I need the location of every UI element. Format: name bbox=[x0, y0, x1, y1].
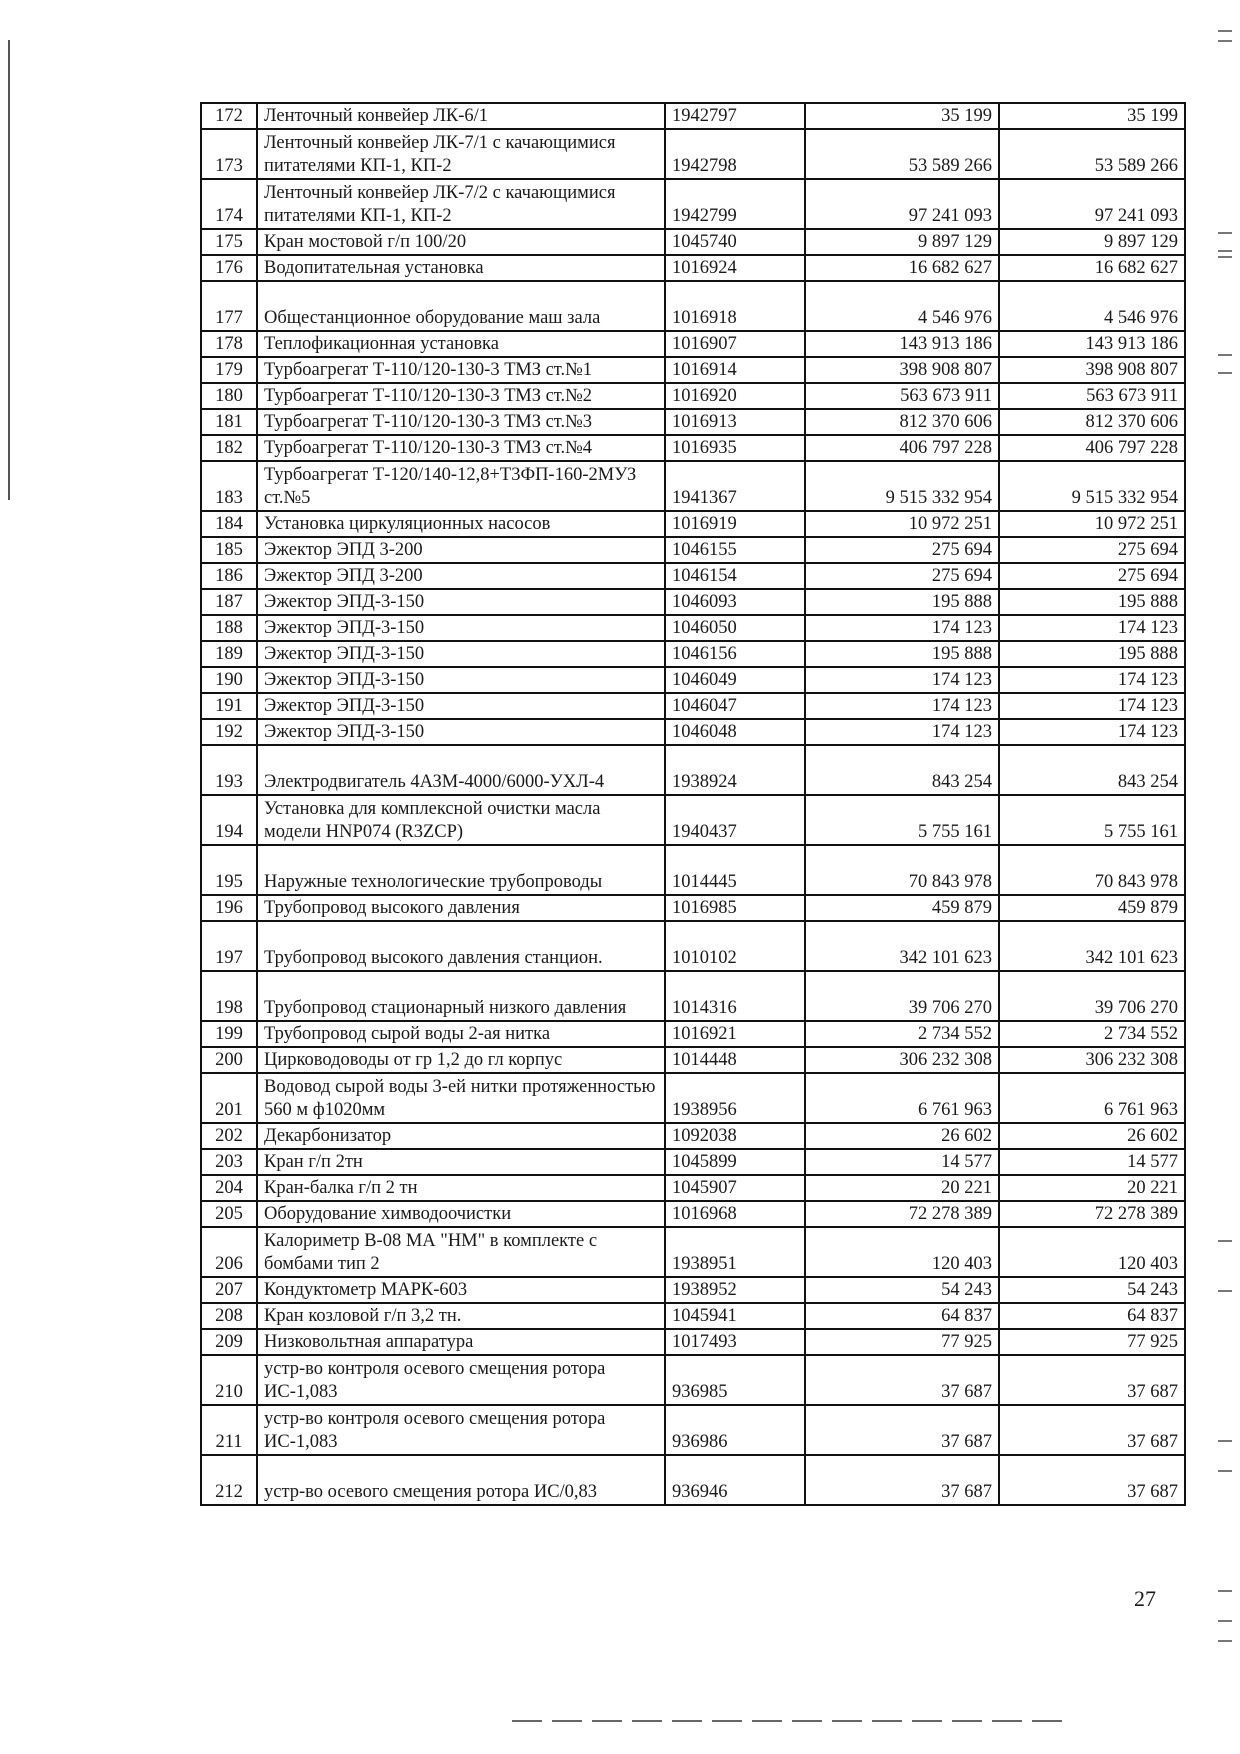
row-number-cell: 187 bbox=[201, 589, 257, 615]
footer-rule bbox=[512, 1720, 1072, 1722]
value-cell-second: 10 972 251 bbox=[999, 511, 1185, 537]
value-cell-second: 342 101 623 bbox=[999, 921, 1185, 971]
value-cell-second: 306 232 308 bbox=[999, 1047, 1185, 1073]
value-cell: 53 589 266 bbox=[805, 129, 999, 179]
item-name-cell: Эжектор ЭПД-3-150 bbox=[257, 615, 665, 641]
value-cell-second: 9 515 332 954 bbox=[999, 461, 1185, 511]
item-name-cell: Кондуктометр МАРК-603 bbox=[257, 1277, 665, 1303]
item-name-cell: Кран-балка г/п 2 тн bbox=[257, 1175, 665, 1201]
inventory-code-cell: 936986 bbox=[665, 1405, 805, 1455]
item-name-cell: Эжектор ЭПД-3-150 bbox=[257, 719, 665, 745]
inventory-code-cell: 1938924 bbox=[665, 745, 805, 795]
inventory-table-body bbox=[201, 103, 1185, 1505]
table-row bbox=[201, 1123, 1185, 1149]
table-row bbox=[201, 1149, 1185, 1175]
item-name-cell: Калориметр В-08 МА "НМ" в комплекте с бомбами тип 2 bbox=[257, 1227, 665, 1277]
item-name-cell: Ленточный конвейер ЛК-7/2 с качающимися питателями КП-1, КП-2 bbox=[257, 179, 665, 229]
table-row bbox=[201, 179, 1185, 229]
item-name-cell: Цирководоводы от гр 1,2 до гл корпус bbox=[257, 1047, 665, 1073]
table-row bbox=[201, 331, 1185, 357]
row-number-cell: 204 bbox=[201, 1175, 257, 1201]
value-cell-second: 70 843 978 bbox=[999, 845, 1185, 895]
inventory-code-cell: 1045907 bbox=[665, 1175, 805, 1201]
value-cell-second: 275 694 bbox=[999, 563, 1185, 589]
value-cell-second: 37 687 bbox=[999, 1355, 1185, 1405]
value-cell: 39 706 270 bbox=[805, 971, 999, 1021]
row-number-cell: 200 bbox=[201, 1047, 257, 1073]
item-name-cell: Ленточный конвейер ЛК-6/1 bbox=[257, 103, 665, 129]
table-row bbox=[201, 563, 1185, 589]
item-name-cell: Кран козловой г/п 3,2 тн. bbox=[257, 1303, 665, 1329]
item-name-cell: Установка для комплексной очистки масла модели HNP074 (R3ZCP) bbox=[257, 795, 665, 845]
item-name-cell: Турбоагрегат Т-110/120-130-3 ТМЗ ст.№1 bbox=[257, 357, 665, 383]
value-cell: 406 797 228 bbox=[805, 435, 999, 461]
value-cell-second: 174 123 bbox=[999, 615, 1185, 641]
row-number-cell: 189 bbox=[201, 641, 257, 667]
table-row bbox=[201, 129, 1185, 179]
item-name-cell: устр-во контроля осевого смещения ротора ИС-1,083 bbox=[257, 1405, 665, 1455]
row-number-cell: 191 bbox=[201, 693, 257, 719]
value-cell-second: 53 589 266 bbox=[999, 129, 1185, 179]
value-cell-second: 20 221 bbox=[999, 1175, 1185, 1201]
row-number-cell: 203 bbox=[201, 1149, 257, 1175]
item-name-cell: Низковольтная аппаратура bbox=[257, 1329, 665, 1355]
value-cell: 54 243 bbox=[805, 1277, 999, 1303]
inventory-code-cell: 1016914 bbox=[665, 357, 805, 383]
value-cell: 174 123 bbox=[805, 667, 999, 693]
value-cell: 342 101 623 bbox=[805, 921, 999, 971]
value-cell: 5 755 161 bbox=[805, 795, 999, 845]
inventory-code-cell: 1046154 bbox=[665, 563, 805, 589]
inventory-code-cell: 1016968 bbox=[665, 1201, 805, 1227]
row-number-cell: 202 bbox=[201, 1123, 257, 1149]
item-name-cell: Кран г/п 2тн bbox=[257, 1149, 665, 1175]
value-cell: 120 403 bbox=[805, 1227, 999, 1277]
item-name-cell: Наружные технологические трубопроводы bbox=[257, 845, 665, 895]
inventory-code-cell: 1016913 bbox=[665, 409, 805, 435]
value-cell-second: 14 577 bbox=[999, 1149, 1185, 1175]
item-name-cell: Эжектор ЭПД 3-200 bbox=[257, 537, 665, 563]
table-row bbox=[201, 667, 1185, 693]
row-number-cell: 197 bbox=[201, 921, 257, 971]
table-row bbox=[201, 745, 1185, 795]
row-number-cell: 201 bbox=[201, 1073, 257, 1123]
value-cell: 72 278 389 bbox=[805, 1201, 999, 1227]
inventory-code-cell: 1045740 bbox=[665, 229, 805, 255]
item-name-cell: Эжектор ЭПД-3-150 bbox=[257, 641, 665, 667]
inventory-code-cell: 936985 bbox=[665, 1355, 805, 1405]
value-cell: 195 888 bbox=[805, 589, 999, 615]
inventory-code-cell: 1942798 bbox=[665, 129, 805, 179]
inventory-code-cell: 1016921 bbox=[665, 1021, 805, 1047]
value-cell-second: 174 123 bbox=[999, 693, 1185, 719]
table-row bbox=[201, 1047, 1185, 1073]
table-row bbox=[201, 795, 1185, 845]
item-name-cell: Оборудование химводоочистки bbox=[257, 1201, 665, 1227]
table-row bbox=[201, 1329, 1185, 1355]
value-cell-second: 195 888 bbox=[999, 589, 1185, 615]
value-cell: 97 241 093 bbox=[805, 179, 999, 229]
row-number-cell: 195 bbox=[201, 845, 257, 895]
value-cell-second: 6 761 963 bbox=[999, 1073, 1185, 1123]
value-cell: 143 913 186 bbox=[805, 331, 999, 357]
value-cell: 563 673 911 bbox=[805, 383, 999, 409]
item-name-cell: Эжектор ЭПД-3-150 bbox=[257, 693, 665, 719]
item-name-cell: устр-во осевого смещения ротора ИС/0,83 bbox=[257, 1455, 665, 1505]
table-row bbox=[201, 641, 1185, 667]
item-name-cell: Ленточный конвейер ЛК-7/1 с качающимися питателями КП-1, КП-2 bbox=[257, 129, 665, 179]
inventory-code-cell: 1046047 bbox=[665, 693, 805, 719]
row-number-cell: 184 bbox=[201, 511, 257, 537]
value-cell: 64 837 bbox=[805, 1303, 999, 1329]
scan-edge-marks bbox=[1206, 0, 1232, 1754]
table-row bbox=[201, 435, 1185, 461]
item-name-cell: Теплофикационная установка bbox=[257, 331, 665, 357]
inventory-code-cell: 1092038 bbox=[665, 1123, 805, 1149]
inventory-table bbox=[200, 102, 1186, 1506]
item-name-cell: Трубопровод сырой воды 2-ая нитка bbox=[257, 1021, 665, 1047]
row-number-cell: 198 bbox=[201, 971, 257, 1021]
inventory-code-cell: 1938951 bbox=[665, 1227, 805, 1277]
row-number-cell: 179 bbox=[201, 357, 257, 383]
row-number-cell: 208 bbox=[201, 1303, 257, 1329]
item-name-cell: устр-во контроля осевого смещения ротора ИС-1,083 bbox=[257, 1355, 665, 1405]
value-cell: 174 123 bbox=[805, 719, 999, 745]
value-cell: 812 370 606 bbox=[805, 409, 999, 435]
value-cell: 306 232 308 bbox=[805, 1047, 999, 1073]
row-number-cell: 199 bbox=[201, 1021, 257, 1047]
page-number: 27 bbox=[1134, 1586, 1156, 1611]
inventory-code-cell: 1942797 bbox=[665, 103, 805, 129]
inventory-code-cell: 1046093 bbox=[665, 589, 805, 615]
item-name-cell: Турбоагрегат Т-110/120-130-3 ТМЗ ст.№2 bbox=[257, 383, 665, 409]
inventory-code-cell: 1046155 bbox=[665, 537, 805, 563]
inventory-code-cell: 1046049 bbox=[665, 667, 805, 693]
inventory-code-cell: 1016924 bbox=[665, 255, 805, 281]
table-row bbox=[201, 357, 1185, 383]
inventory-code-cell: 1046050 bbox=[665, 615, 805, 641]
row-number-cell: 183 bbox=[201, 461, 257, 511]
value-cell: 195 888 bbox=[805, 641, 999, 667]
inventory-code-cell: 1016918 bbox=[665, 281, 805, 331]
inventory-code-cell: 936946 bbox=[665, 1455, 805, 1505]
table-row bbox=[201, 693, 1185, 719]
inventory-code-cell: 1940437 bbox=[665, 795, 805, 845]
table-row bbox=[201, 409, 1185, 435]
item-name-cell: Турбоагрегат Т-110/120-130-3 ТМЗ ст.№4 bbox=[257, 435, 665, 461]
row-number-cell: 210 bbox=[201, 1355, 257, 1405]
value-cell-second: 4 546 976 bbox=[999, 281, 1185, 331]
row-number-cell: 196 bbox=[201, 895, 257, 921]
value-cell: 6 761 963 bbox=[805, 1073, 999, 1123]
row-number-cell: 212 bbox=[201, 1455, 257, 1505]
row-number-cell: 180 bbox=[201, 383, 257, 409]
value-cell-second: 37 687 bbox=[999, 1405, 1185, 1455]
value-cell-second: 143 913 186 bbox=[999, 331, 1185, 357]
value-cell-second: 72 278 389 bbox=[999, 1201, 1185, 1227]
row-number-cell: 175 bbox=[201, 229, 257, 255]
value-cell: 174 123 bbox=[805, 615, 999, 641]
inventory-code-cell: 1938956 bbox=[665, 1073, 805, 1123]
value-cell-second: 812 370 606 bbox=[999, 409, 1185, 435]
row-number-cell: 182 bbox=[201, 435, 257, 461]
item-name-cell: Турбоагрегат Т-120/140-12,8+Т3ФП-160-2МУЗ ст.№5 bbox=[257, 461, 665, 511]
row-number-cell: 206 bbox=[201, 1227, 257, 1277]
value-cell-second: 26 602 bbox=[999, 1123, 1185, 1149]
inventory-code-cell: 1938952 bbox=[665, 1277, 805, 1303]
table-row bbox=[201, 383, 1185, 409]
value-cell: 843 254 bbox=[805, 745, 999, 795]
table-row bbox=[201, 1073, 1185, 1123]
row-number-cell: 188 bbox=[201, 615, 257, 641]
table-row bbox=[201, 1303, 1185, 1329]
value-cell: 9 897 129 bbox=[805, 229, 999, 255]
inventory-code-cell: 1016935 bbox=[665, 435, 805, 461]
item-name-cell: Водовод сырой воды 3-ей нитки протяженностью 560 м ф1020мм bbox=[257, 1073, 665, 1123]
value-cell: 459 879 bbox=[805, 895, 999, 921]
inventory-code-cell: 1016919 bbox=[665, 511, 805, 537]
value-cell-second: 16 682 627 bbox=[999, 255, 1185, 281]
table-row bbox=[201, 103, 1185, 129]
inventory-code-cell: 1045941 bbox=[665, 1303, 805, 1329]
value-cell: 16 682 627 bbox=[805, 255, 999, 281]
table-row bbox=[201, 1201, 1185, 1227]
value-cell: 20 221 bbox=[805, 1175, 999, 1201]
row-number-cell: 172 bbox=[201, 103, 257, 129]
value-cell-second: 54 243 bbox=[999, 1277, 1185, 1303]
table-row bbox=[201, 461, 1185, 511]
value-cell-second: 398 908 807 bbox=[999, 357, 1185, 383]
table-row bbox=[201, 921, 1185, 971]
value-cell-second: 563 673 911 bbox=[999, 383, 1185, 409]
inventory-code-cell: 1014448 bbox=[665, 1047, 805, 1073]
table-row bbox=[201, 1455, 1185, 1505]
value-cell-second: 9 897 129 bbox=[999, 229, 1185, 255]
value-cell-second: 37 687 bbox=[999, 1455, 1185, 1505]
inventory-code-cell: 1941367 bbox=[665, 461, 805, 511]
table-row bbox=[201, 895, 1185, 921]
inventory-code-cell: 1014445 bbox=[665, 845, 805, 895]
item-name-cell: Электродвигатель 4АЗМ-4000/6000-УХЛ-4 bbox=[257, 745, 665, 795]
value-cell-second: 77 925 bbox=[999, 1329, 1185, 1355]
value-cell: 26 602 bbox=[805, 1123, 999, 1149]
row-number-cell: 177 bbox=[201, 281, 257, 331]
item-name-cell: Декарбонизатор bbox=[257, 1123, 665, 1149]
row-number-cell: 193 bbox=[201, 745, 257, 795]
table-row bbox=[201, 1175, 1185, 1201]
inventory-code-cell: 1045899 bbox=[665, 1149, 805, 1175]
value-cell-second: 5 755 161 bbox=[999, 795, 1185, 845]
inventory-code-cell: 1016985 bbox=[665, 895, 805, 921]
value-cell-second: 195 888 bbox=[999, 641, 1185, 667]
value-cell-second: 97 241 093 bbox=[999, 179, 1185, 229]
table-row bbox=[201, 255, 1185, 281]
table-row bbox=[201, 719, 1185, 745]
table-row bbox=[201, 589, 1185, 615]
row-number-cell: 209 bbox=[201, 1329, 257, 1355]
row-number-cell: 205 bbox=[201, 1201, 257, 1227]
value-cell-second: 39 706 270 bbox=[999, 971, 1185, 1021]
table-row bbox=[201, 511, 1185, 537]
item-name-cell: Турбоагрегат Т-110/120-130-3 ТМЗ ст.№3 bbox=[257, 409, 665, 435]
inventory-code-cell: 1017493 bbox=[665, 1329, 805, 1355]
inventory-code-cell: 1046048 bbox=[665, 719, 805, 745]
item-name-cell: Трубопровод стационарный низкого давления bbox=[257, 971, 665, 1021]
item-name-cell: Эжектор ЭПД-3-150 bbox=[257, 589, 665, 615]
inventory-code-cell: 1942799 bbox=[665, 179, 805, 229]
value-cell-second: 2 734 552 bbox=[999, 1021, 1185, 1047]
value-cell-second: 64 837 bbox=[999, 1303, 1185, 1329]
row-number-cell: 176 bbox=[201, 255, 257, 281]
inventory-code-cell: 1046156 bbox=[665, 641, 805, 667]
row-number-cell: 186 bbox=[201, 563, 257, 589]
value-cell-second: 843 254 bbox=[999, 745, 1185, 795]
value-cell: 37 687 bbox=[805, 1405, 999, 1455]
value-cell: 275 694 bbox=[805, 537, 999, 563]
value-cell-second: 120 403 bbox=[999, 1227, 1185, 1277]
value-cell-second: 35 199 bbox=[999, 103, 1185, 129]
table-row bbox=[201, 1355, 1185, 1405]
value-cell-second: 174 123 bbox=[999, 719, 1185, 745]
item-name-cell: Общестанционное оборудование маш зала bbox=[257, 281, 665, 331]
row-number-cell: 174 bbox=[201, 179, 257, 229]
inventory-code-cell: 1016920 bbox=[665, 383, 805, 409]
value-cell-second: 459 879 bbox=[999, 895, 1185, 921]
table-row bbox=[201, 971, 1185, 1021]
row-number-cell: 190 bbox=[201, 667, 257, 693]
inventory-code-cell: 1014316 bbox=[665, 971, 805, 1021]
item-name-cell: Трубопровод высокого давления станцион. bbox=[257, 921, 665, 971]
value-cell: 275 694 bbox=[805, 563, 999, 589]
row-number-cell: 211 bbox=[201, 1405, 257, 1455]
item-name-cell: Эжектор ЭПД 3-200 bbox=[257, 563, 665, 589]
table-row bbox=[201, 1227, 1185, 1277]
item-name-cell: Водопитательная установка bbox=[257, 255, 665, 281]
value-cell: 77 925 bbox=[805, 1329, 999, 1355]
inventory-code-cell: 1010102 bbox=[665, 921, 805, 971]
value-cell: 14 577 bbox=[805, 1149, 999, 1175]
value-cell: 174 123 bbox=[805, 693, 999, 719]
item-name-cell: Установка циркуляционных насосов bbox=[257, 511, 665, 537]
row-number-cell: 192 bbox=[201, 719, 257, 745]
table-row bbox=[201, 845, 1185, 895]
row-number-cell: 181 bbox=[201, 409, 257, 435]
item-name-cell: Кран мостовой г/п 100/20 bbox=[257, 229, 665, 255]
value-cell: 37 687 bbox=[805, 1455, 999, 1505]
value-cell: 35 199 bbox=[805, 103, 999, 129]
value-cell: 398 908 807 bbox=[805, 357, 999, 383]
table-row bbox=[201, 615, 1185, 641]
value-cell: 4 546 976 bbox=[805, 281, 999, 331]
table-row bbox=[201, 229, 1185, 255]
value-cell-second: 275 694 bbox=[999, 537, 1185, 563]
row-number-cell: 207 bbox=[201, 1277, 257, 1303]
table-row bbox=[201, 1277, 1185, 1303]
table-row bbox=[201, 537, 1185, 563]
value-cell: 9 515 332 954 bbox=[805, 461, 999, 511]
value-cell: 70 843 978 bbox=[805, 845, 999, 895]
row-number-cell: 173 bbox=[201, 129, 257, 179]
inventory-code-cell: 1016907 bbox=[665, 331, 805, 357]
scan-margin-mark bbox=[8, 40, 10, 500]
value-cell-second: 406 797 228 bbox=[999, 435, 1185, 461]
value-cell-second: 174 123 bbox=[999, 667, 1185, 693]
table-row bbox=[201, 1405, 1185, 1455]
value-cell: 2 734 552 bbox=[805, 1021, 999, 1047]
table-row bbox=[201, 1021, 1185, 1047]
item-name-cell: Эжектор ЭПД-3-150 bbox=[257, 667, 665, 693]
row-number-cell: 185 bbox=[201, 537, 257, 563]
value-cell: 37 687 bbox=[805, 1355, 999, 1405]
row-number-cell: 194 bbox=[201, 795, 257, 845]
row-number-cell: 178 bbox=[201, 331, 257, 357]
item-name-cell: Трубопровод высокого давления bbox=[257, 895, 665, 921]
table-row bbox=[201, 281, 1185, 331]
value-cell: 10 972 251 bbox=[805, 511, 999, 537]
